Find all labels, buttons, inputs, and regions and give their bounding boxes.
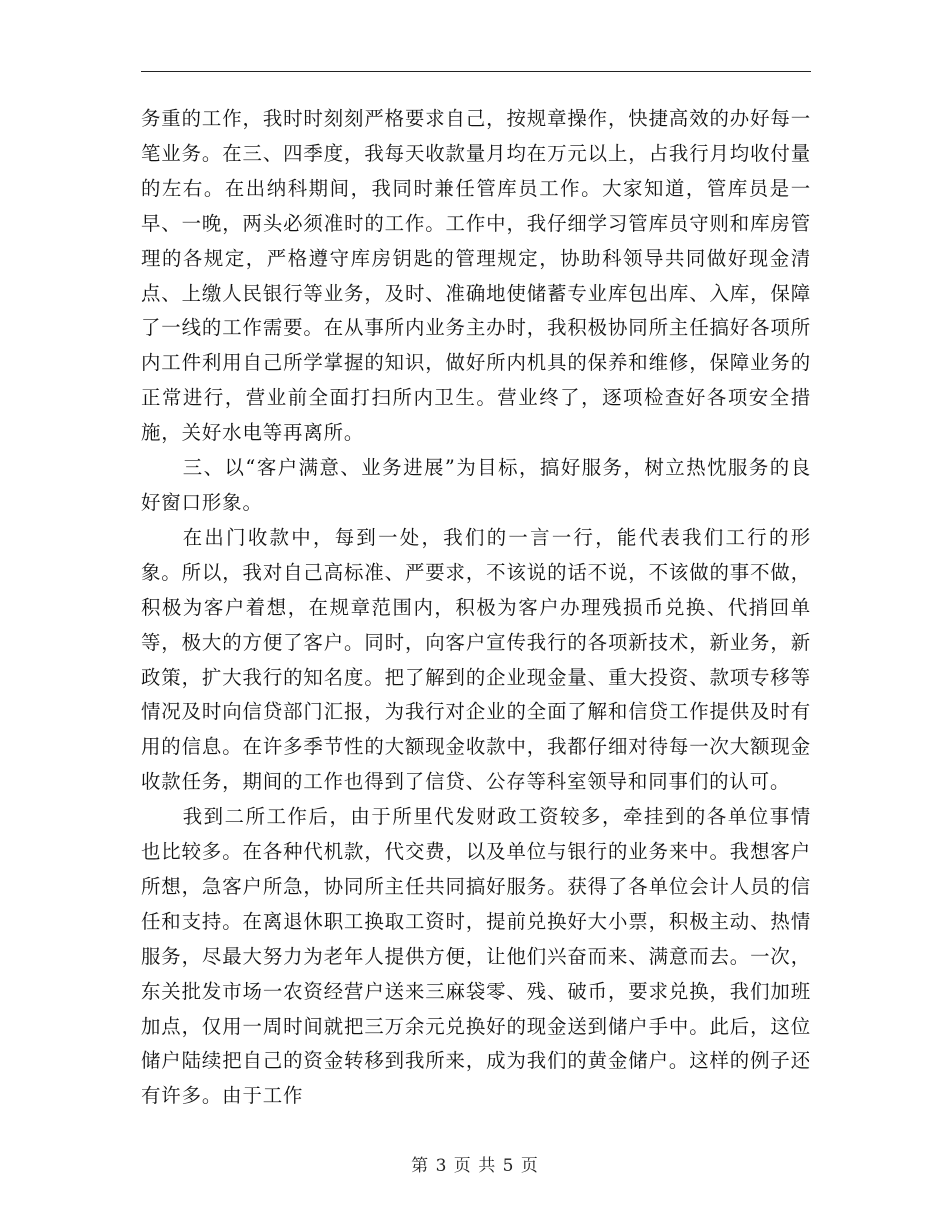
paragraph-collection-service: 在出门收款中，每到一处，我们的一言一行，能代表我们工行的形象。所以，我对自己高标准、严要求，不该说的话不说，不该做的事不做，积极为客户着想，在规章范围内，积极为客户办理残损币兑换、代捎回单等，极大的方便了客户。同时，向客户宣传我行的各项新技术，新业务，新政策，扩大我行的知名度。把了解到的企业现金量、重大投资、款项专移等情况及时向信贷部门汇报，为我行对企业的全面了解和信贷工作提供及时有用的信息。在许多季节性的大额现金收款中，我都仔细对待每一次大额现金收款任务，期间的工作也得到了信贷、公存等科室领导和同事们的认可。 [141,525,811,794]
section-heading-3: 三、以“客户满意、业务进展”为目标，搞好服务，树立热忱服务的良好窗口形象。 [141,456,811,514]
page-number-footer: 第 3 页 共 5 页 [411,1156,539,1176]
header-rule [141,71,811,72]
paragraph-continued: 务重的工作，我时时刻刻严格要求自己，按规章操作，快捷高效的办好每一笔业务。在三、四季度，我每天收款量月均在万元以上，占我行月均收付量的左右。在出纳科期间，我同时兼任管库员工作。大家知道，管库员是一早、一晚，两头必须准时的工作。工作中，我仔细学习管库员守则和库房管理的各规定，严格遵守库房钥匙的管理规定，协助科领导共同做好现金清点、上缴人民银行等业务，及时、准确地使储蓄专业库包出库、入库，保障了一线的工作需要。在从事所内业务主办时，我积极协同所主任搞好各项所内工件利用自己所学掌握的知识，做好所内机具的保养和维修，保障业务的正常进行，营业前全面打扫所内卫生。营业终了，逐项检查好各项安全措施，关好水电等再离所。 [141,107,811,445]
paragraph-branch-two: 我到二所工作后，由于所里代发财政工资较多，牵挂到的各单位事情也比较多。在各种代机款，代交费，以及单位与银行的业务来中。我想客户所想，急客户所急，协同所主任共同搞好服务。获得了各单位会计人员的信任和支持。在离退休职工换取工资时，提前兑换好大小票，积极主动、热情服务，尽最大努力为老年人提供方便，让他们兴奋而来、满意而去。一次，东关批发市场一农资经营户送来三麻袋零、残、破币，要求兑换，我们加班加点，仅用一周时间就把三万余元兑换好的现金送到储户手中。此后，这位储户陆续把自己的资金转移到我所来，成为我们的黄金储户。这样的例子还有许多。由于工作 [141,805,811,1108]
document-body [141,102,811,1114]
